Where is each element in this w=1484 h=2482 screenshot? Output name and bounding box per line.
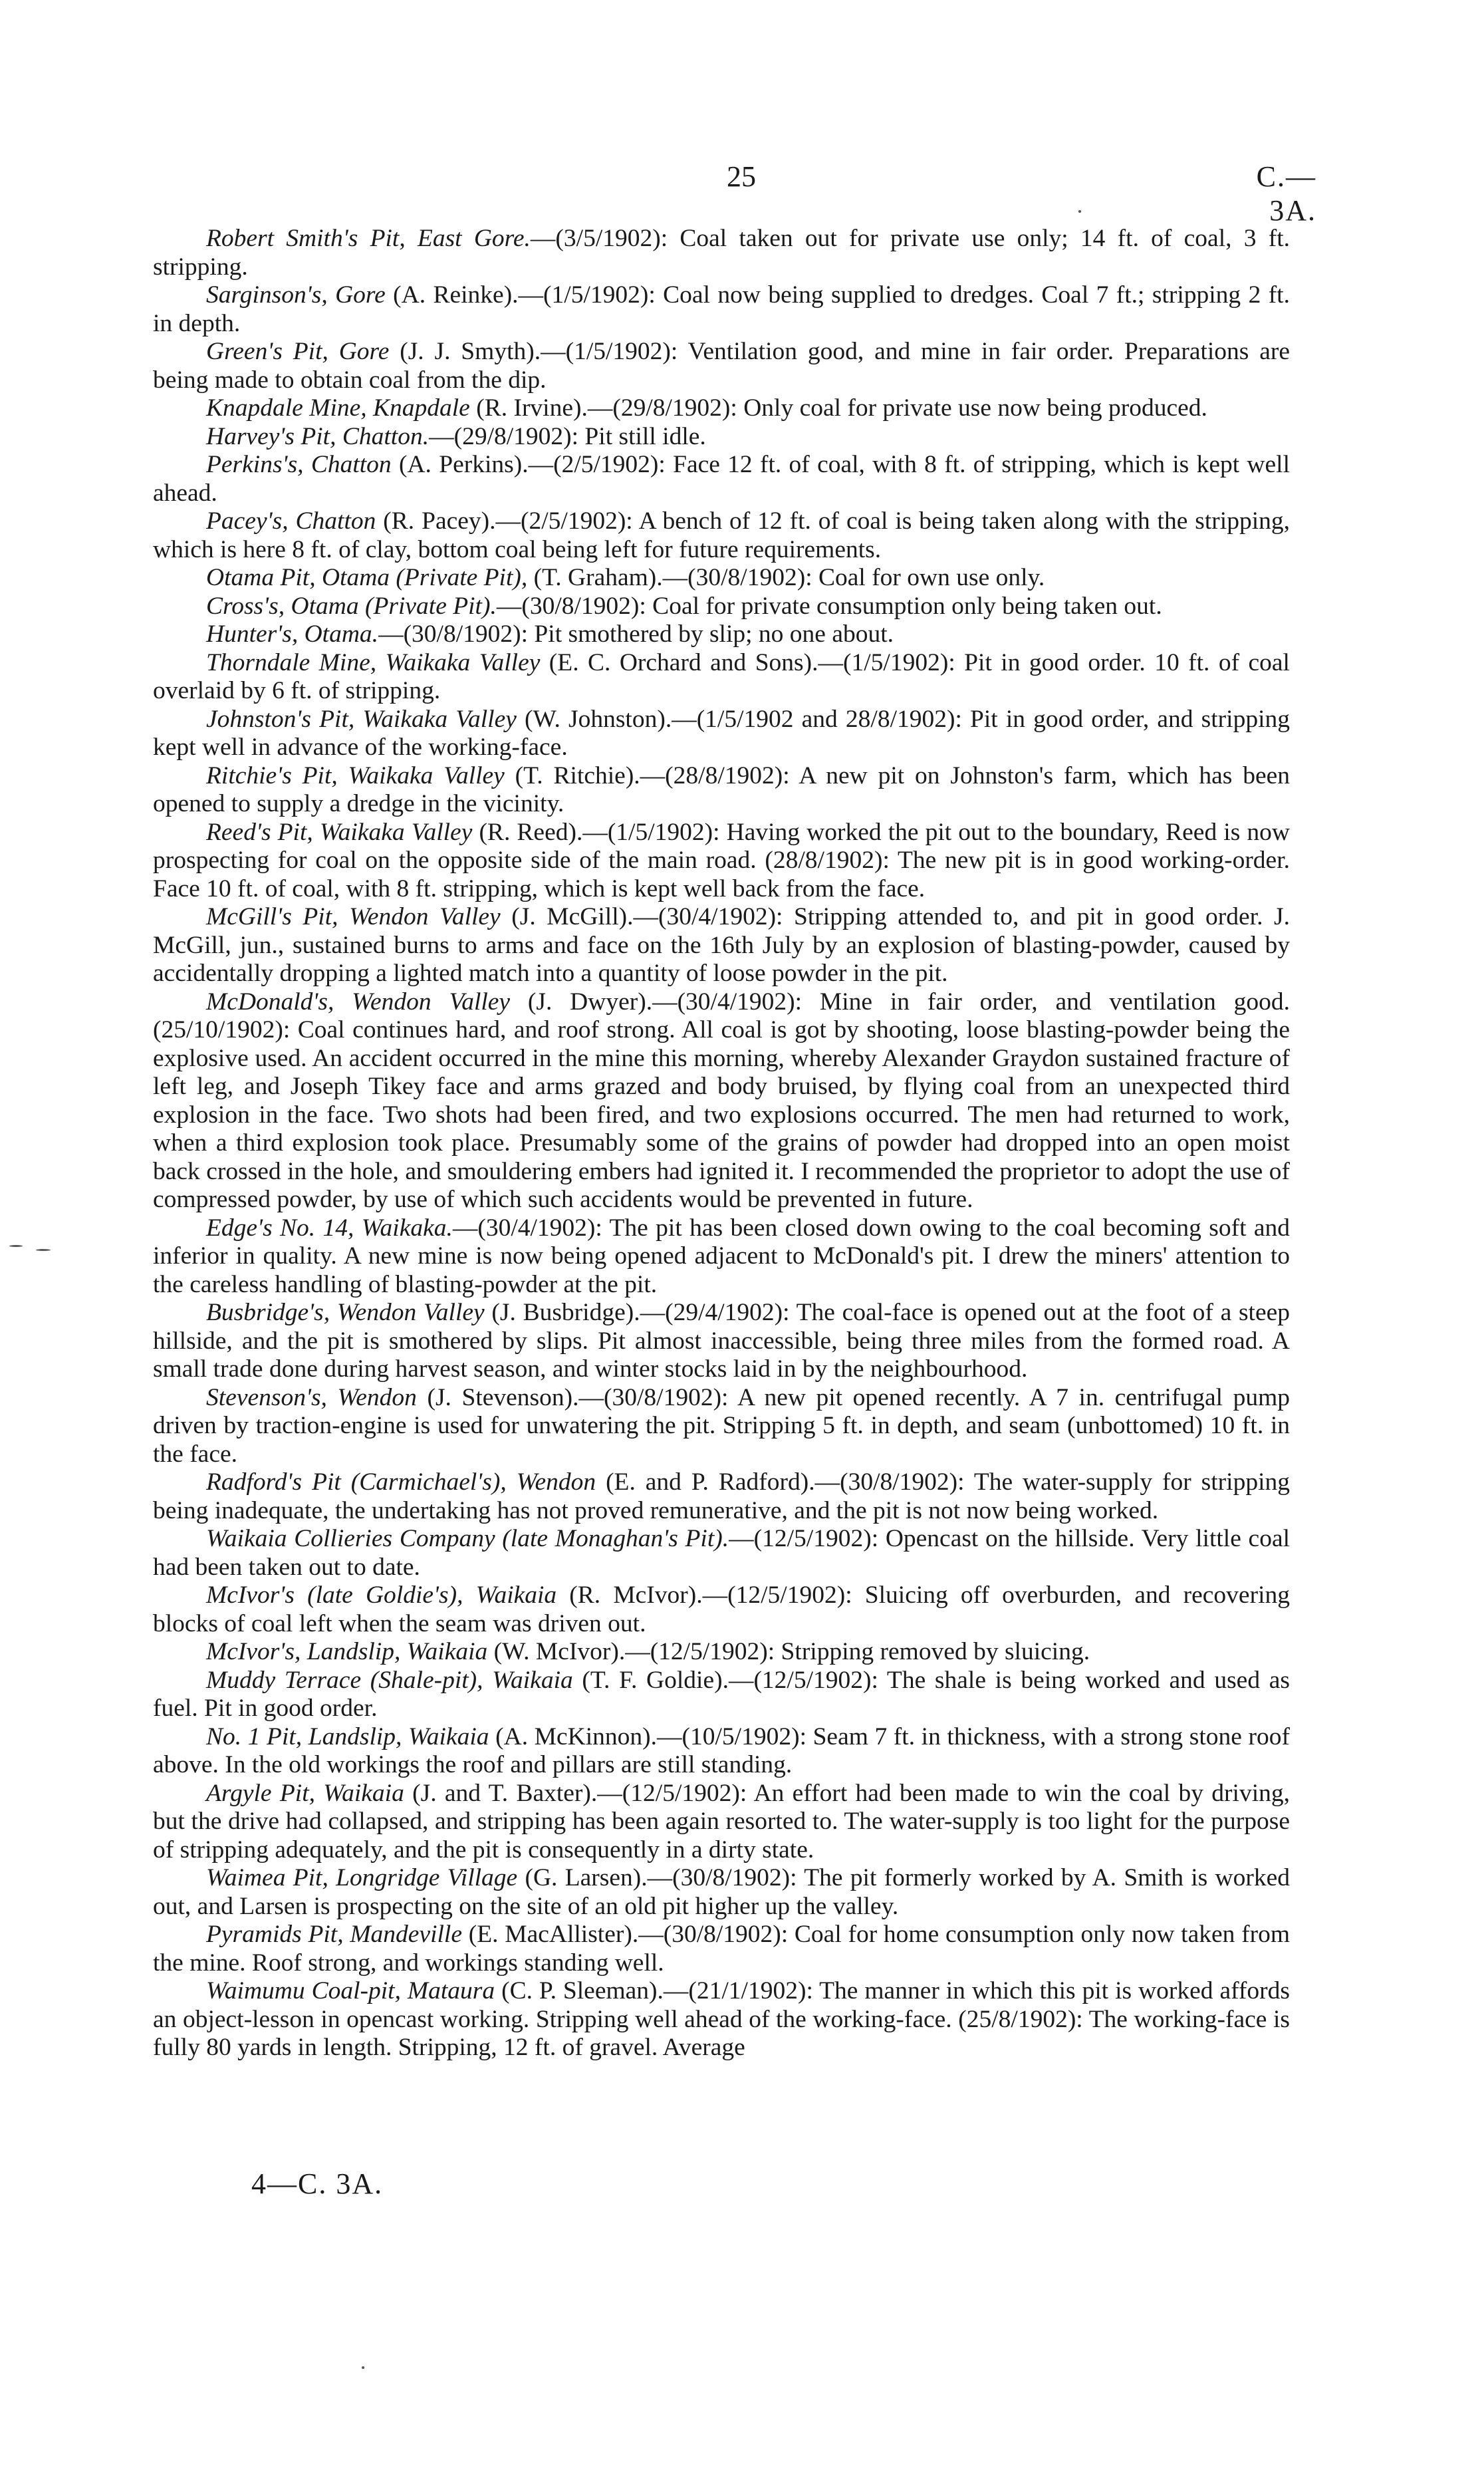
- report-entry: [153, 507, 1290, 564]
- pit-name: Pacey's, Chatton: [206, 507, 376, 535]
- document-reference: C.—3A.: [1256, 160, 1316, 227]
- margin-speck: [36, 1249, 51, 1251]
- report-entry: [153, 1384, 1290, 1469]
- entry-text: (R. Reed).—(1/5/1902): Having worked the pit out to the boundary, Reed is now prospecting for coal on the opposite side of the main road. (28/8/1902): The new pit is in good working-order. Face 10 ft. of coal, with 8 ft. stripping, which is kept well back from the face.: [153, 818, 1290, 902]
- pit-name: Green's Pit, Gore: [206, 338, 390, 365]
- report-entry: [153, 1723, 1290, 1780]
- page-number: 25: [727, 160, 756, 193]
- report-entry: [153, 1638, 1290, 1667]
- pit-name: Pyramids Pit, Mandeville: [206, 1921, 462, 1948]
- entry-text: —(12/5/1902): Opencast on the hillside. Very little coal had been taken out to date.: [153, 1525, 1291, 1581]
- report-entry: [153, 281, 1290, 338]
- entry-text: (W. McIvor).—(12/5/1902): Stripping removed by sluicing.: [487, 1638, 1090, 1665]
- report-entry: [153, 1864, 1290, 1921]
- margin-speck: [1078, 210, 1081, 213]
- report-entry: [153, 1921, 1290, 1977]
- entry-text: (J. Stevenson).—(30/8/1902): A new pit opened recently. A 7 in. centrifugal pump driven by traction-engine is used for unwatering the pit. Stripping 5 ft. in depth, and seam (unbottomed) 10 ft. in the face.: [153, 1383, 1290, 1468]
- entry-text: (G. Larsen).—(30/8/1902): The pit formerly worked by A. Smith is worked out, and Larsen is prospecting on the site of an old pit higher up the valley.: [153, 1864, 1290, 1920]
- entry-text: (T. Graham).—(30/8/1902): Coal for own use only.: [527, 564, 1045, 591]
- pit-name: Busbridge's, Wendon Valley: [206, 1299, 485, 1326]
- report-entry: [153, 593, 1290, 621]
- pit-name: Muddy Terrace (Shale-pit), Waikaia: [206, 1666, 573, 1694]
- entry-text: (R. McIvor).—(12/5/1902): Sluicing off overburden, and recovering blocks of coal left when the seam was driven out.: [153, 1582, 1290, 1637]
- entry-text: (E. C. Orchard and Sons).—(1/5/1902): Pit in good order. 10 ft. of coal overlaid by 6 ft. of stripping.: [153, 648, 1290, 704]
- entry-text: (J. McGill).—(30/4/1902): Stripping attended to, and pit in good order. J. McGill, jun., sustained burns to arms and face on the 16th July by an explosion of blasting-powder, caused by accidentally dropping a lighted match into a quantity of loose powder in the pit.: [153, 903, 1290, 987]
- entry-text: (A. Perkins).—(2/5/1902): Face 12 ft. of coal, with 8 ft. of stripping, which is kept well ahead.: [153, 451, 1290, 507]
- pit-name: Thorndale Mine, Waikaka Valley: [206, 648, 541, 676]
- pit-name: Harvey's Pit, Chatton.: [206, 422, 430, 450]
- pit-name: Reed's Pit, Waikaka Valley: [206, 818, 473, 846]
- entry-text: —(30/8/1902): Coal for private consumption only being taken out.: [496, 592, 1162, 620]
- report-body: [153, 225, 1290, 2062]
- entry-text: —(29/8/1902): Pit still idle.: [429, 422, 706, 450]
- pit-name: McDonald's, Wendon Valley: [206, 988, 511, 1016]
- pit-name: Perkins's, Chatton: [206, 451, 392, 478]
- entry-text: (R. Irvine).—(29/8/1902): Only coal for private use now being produced.: [469, 394, 1207, 422]
- pit-name: Cross's, Otama (Private Pit).: [206, 592, 497, 620]
- pit-name: Sarginson's, Gore: [206, 281, 386, 309]
- pit-name: Hunter's, Otama.: [206, 620, 379, 648]
- pit-name: McGill's Pit, Wendon Valley: [206, 903, 501, 930]
- entry-text: —(30/4/1902): The pit has been closed down owing to the coal becoming soft and inferior in quality. A new mine is now being opened adjacent to McDonald's pit. I drew the miners' attention to the careless handling of blasting-powder at the pit.: [153, 1214, 1290, 1298]
- margin-speck: [362, 2366, 364, 2369]
- entry-text: (J. J. Smyth).—(1/5/1902): Ventilation good, and mine in fair order. Preparations are being made to obtain coal from the dip.: [153, 338, 1290, 394]
- pit-name: Waimumu Coal-pit, Mataura: [206, 1977, 495, 2004]
- entry-text: (T. Ritchie).—(28/8/1902): A new pit on Johnston's farm, which has been opened to supply a dredge in the vicinity.: [153, 761, 1291, 817]
- report-entry: [153, 988, 1290, 1214]
- printer-signature: 4—C. 3A.: [251, 2167, 384, 2200]
- pit-name: Ritchie's Pit, Waikaka Valley: [206, 761, 505, 789]
- pit-name: Argyle Pit, Waikaia: [206, 1779, 404, 1807]
- report-entry: [153, 819, 1290, 904]
- report-entry: [153, 620, 1290, 649]
- pit-name: No. 1 Pit, Landslip, Waikaia: [206, 1723, 489, 1750]
- report-entry: [153, 564, 1290, 593]
- report-entry: [153, 338, 1290, 394]
- margin-speck: [9, 1245, 23, 1247]
- pit-name: Johnston's Pit, Waikaka Valley: [206, 705, 517, 733]
- entry-text: (J. Dwyer).—(30/4/1902): Mine in fair order, and ventilation good. (25/10/1902): Coal continues hard, and roof strong. All coal is got by shooting, loose blasting-powder being the explosive used. An accident occurred in the mine this morning, whereby Alexander Graydon sustained fracture of left leg, and Joseph Tikey face and arms grazed and body bruised, by flying coal from an unexpected third explosion in the face. Two shots had been fired, and two explosions occurred. The men had returned to work, when a third explosion took place. Presumably some of the grains of powder had dropped into an open moist back crossed in the hole, and smouldering embers had ignited it. I recommended the proprietor to adopt the use of compressed powder, by use of which such accidents would be prevented in future.: [153, 988, 1291, 1213]
- pit-name: McIvor's, Landslip, Waikaia: [206, 1638, 488, 1665]
- report-entry: [153, 394, 1290, 423]
- entry-text: (T. F. Goldie).—(12/5/1902): The shale is being worked and used as fuel. Pit in good order.: [153, 1666, 1290, 1722]
- pit-name: Otama Pit, Otama (Private Pit),: [206, 564, 528, 591]
- entry-text: (W. Johnston).—(1/5/1902 and 28/8/1902): Pit in good order, and stripping kept well in advance of the working-face.: [153, 705, 1290, 761]
- pit-name: McIvor's (late Goldie's), Waikaia: [206, 1582, 557, 1609]
- pit-name: Knapdale Mine, Knapdale: [206, 394, 470, 422]
- entry-text: (R. Pacey).—(2/5/1902): A bench of 12 ft. of coal is being taken along with the stripping, which is here 8 ft. of clay, bottom coal being left for future requirements.: [153, 507, 1290, 563]
- report-entry: [153, 1299, 1290, 1384]
- entry-text: (E. and P. Radford).—(30/8/1902): The water-supply for stripping being inadequate, the undertaking has not proved remunerative, and the pit is not now being worked.: [153, 1468, 1290, 1524]
- report-entry: [153, 1525, 1290, 1582]
- report-entry: [153, 706, 1290, 762]
- entry-text: (A. Reinke).—(1/5/1902): Coal now being supplied to dredges. Coal 7 ft.; stripping 2 ft. in depth.: [153, 281, 1290, 337]
- pit-name: Edge's No. 14, Waikaka.: [206, 1214, 453, 1242]
- entry-text: —(3/5/1902): Coal taken out for private use only; 14 ft. of coal, 3 ft. stripping.: [153, 225, 1291, 281]
- report-entry: [153, 1214, 1290, 1300]
- pit-name: Waikaia Collieries Company (late Monaghan's Pit).: [206, 1525, 729, 1552]
- entry-text: —(30/8/1902): Pit smothered by slip; no one about.: [378, 620, 894, 648]
- pit-name: Radford's Pit (Carmichael's), Wendon: [206, 1468, 596, 1496]
- entry-text: (J. and T. Baxter).—(12/5/1902): An effort had been made to win the coal by driving, but the drive had collapsed, and stripping has been again resorted to. The water-supply is too light for the purpose of stripping adequately, and the pit is consequently in a dirty state.: [153, 1779, 1290, 1863]
- report-entry: [153, 1977, 1290, 2062]
- report-entry: [153, 1667, 1290, 1723]
- entry-text: (C. P. Sleeman).—(21/1/1902): The manner in which this pit is worked affords an object-lesson in opencast working. Stripping well ahead of the working-face. (25/8/1902): The working-face is fully 80 yards in length. Stripping, 12 ft. of gravel. Average: [153, 1977, 1290, 2061]
- report-entry: [153, 1582, 1290, 1638]
- pit-name: Robert Smith's Pit, East Gore.: [206, 225, 531, 252]
- entry-text: (E. MacAllister).—(30/8/1902): Coal for home consumption only now taken from the mine. Roof strong, and workings standing well.: [153, 1921, 1290, 1977]
- report-entry: [153, 762, 1290, 819]
- pit-name: Waimea Pit, Longridge Village: [206, 1864, 518, 1891]
- entry-text: (J. Busbridge).—(29/4/1902): The coal-face is opened out at the foot of a steep hillside, and the pit is smothered by slips. Pit almost inaccessible, being three miles from the formed road. A small trade done during harvest season, and winter stocks laid in by the neighbourhood.: [153, 1299, 1290, 1383]
- report-entry: [153, 649, 1290, 706]
- pit-name: Stevenson's, Wendon: [206, 1383, 417, 1411]
- report-entry: [153, 903, 1290, 988]
- report-entry: [153, 225, 1290, 281]
- report-entry: [153, 1780, 1290, 1865]
- report-entry: [153, 451, 1290, 507]
- report-entry: [153, 1468, 1290, 1525]
- entry-text: (A. McKinnon).—(10/5/1902): Seam 7 ft. in thickness, with a strong stone roof above. In the old workings the roof and pillars are still standing.: [153, 1723, 1290, 1778]
- report-entry: [153, 423, 1290, 452]
